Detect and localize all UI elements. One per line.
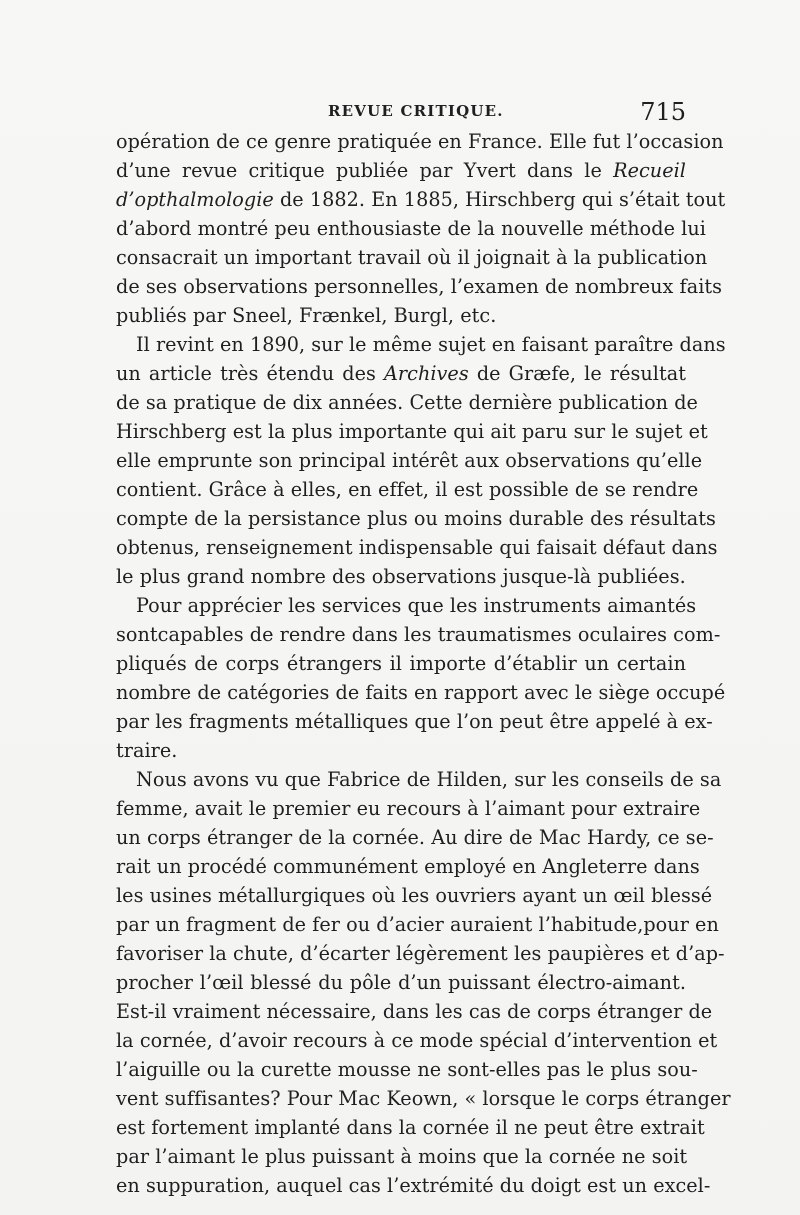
text-line-prefix: un article très étendu des <box>116 362 385 385</box>
text-line: d’abord montré peu enthousiaste de la nouvelle méthode lui <box>116 217 706 240</box>
italic-title-recueil: Recueil <box>613 159 686 182</box>
text-line <box>116 360 686 388</box>
text-line: traire. <box>116 739 178 762</box>
italic-title-opthalmologie: d’opthalmologie <box>116 188 274 211</box>
text-line: est fortement implanté dans la cornée il ne peut être extrait <box>116 1116 705 1139</box>
text-line: elle emprunte son principal intérêt aux observations qu’elle <box>116 449 703 472</box>
text-line: Hirschberg est la plus importante qui ait paru sur le sujet et <box>116 420 708 443</box>
text-line: Est-il vraiment nécessaire, dans les cas de corps étranger de <box>116 1000 713 1023</box>
text-line: la cornée, d’avoir recours à ce mode spécial d’intervention et <box>116 1029 718 1052</box>
text-line: par un fragment de fer ou d’acier auraient l’habitude,pour en <box>116 913 719 936</box>
text-line: de ses observations personnelles, l’examen de nombreux faits <box>116 275 723 298</box>
text-line <box>116 186 726 214</box>
text-line: les usines métallurgiques où les ouvriers ayant un œil blessé <box>116 884 713 907</box>
italic-title-archives: Archives <box>384 362 469 385</box>
text-line: Pour apprécier les services que les instruments aimantés <box>136 594 697 617</box>
text-line: obtenus, renseignement indispensable qui faisait défaut dans <box>116 536 718 559</box>
text-line: le plus grand nombre des observations jusque-là publiées. <box>116 565 686 588</box>
text-line: procher l’œil blessé du pôle d’un puissant électro-aimant. <box>116 971 686 994</box>
text-line-prefix: d’une revue critique publiée par Yvert dans le <box>116 159 614 182</box>
running-head: REVUE CRITIQUE. <box>328 102 504 120</box>
page-header <box>116 98 686 130</box>
text-line: en suppuration, auquel cas l’extrémité du doigt est un excel- <box>116 1174 711 1197</box>
text-line: compte de la persistance plus ou moins durable des résultats <box>116 507 716 530</box>
text-line: vent suffisantes? Pour Mac Keown, « lorsque le corps étranger <box>116 1087 731 1110</box>
text-line: un corps étranger de la cornée. Au dire de Mac Hardy, ce se- <box>116 826 714 849</box>
text-line: publiés par Sneel, Frænkel, Burgl, etc. <box>116 304 497 327</box>
text-line-suffix: de 1882. En 1885, Hirschberg qui s’était tout <box>273 188 726 211</box>
text-line: par l’aimant le plus puissant à moins que la cornée ne soit <box>116 1145 688 1168</box>
text-line: opération de ce genre pratiquée en France. Elle fut l’occasion <box>116 130 724 153</box>
text-line: contient. Grâce à elles, en effet, il est possible de se rendre <box>116 478 699 501</box>
page-number: 715 <box>640 98 686 126</box>
text-line <box>116 157 686 185</box>
text-line: femme, avait le premier eu recours à l’aimant pour extraire <box>116 797 701 820</box>
text-line: favoriser la chute, d’écarter légèrement les paupières et d’ap- <box>116 942 725 965</box>
text-line: par les fragments métalliques que l’on peut être appelé à ex- <box>116 710 713 733</box>
text-line: sontcapables de rendre dans les traumatismes oculaires com- <box>116 623 721 646</box>
text-line: nombre de catégories de faits en rapport avec le siège occupé <box>116 681 726 704</box>
text-line-suffix: de Græfe, le résultat <box>468 362 686 385</box>
text-line: consacrait un important travail où il joignait à la publication <box>116 246 708 269</box>
text-line: l’aiguille ou la curette mousse ne sont-elles pas le plus sou- <box>116 1058 698 1081</box>
text-line: Nous avons vu que Fabrice de Hilden, sur les conseils de sa <box>136 768 722 791</box>
text-line: pliqués de corps étrangers il importe d’établir un certain <box>116 652 686 675</box>
text-line: rait un procédé communément employé en Angleterre dans <box>116 855 700 878</box>
text-line: de sa pratique de dix années. Cette dernière publication de <box>116 391 698 414</box>
text-line: Il revint en 1890, sur le même sujet en faisant paraître dans <box>136 333 726 356</box>
